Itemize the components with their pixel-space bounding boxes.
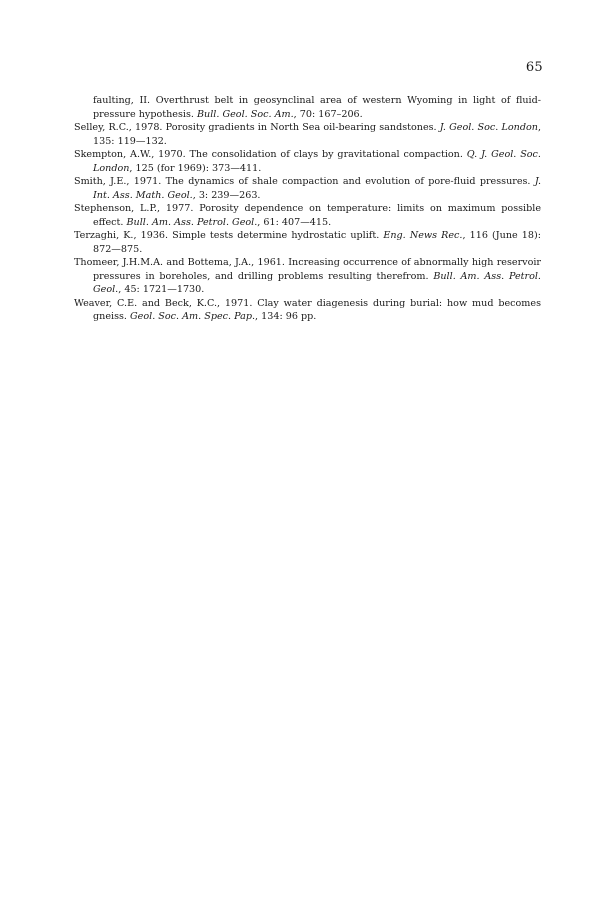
reference-entry <box>74 202 541 229</box>
reference-text: faulting, II. Overthrust belt in geosynclinal area of western Wyoming in light of fluid-pressure hypothesis. <box>93 95 541 120</box>
reference-text: Thomeer, J.H.M.A. and Bottema, J.A., 1961. Increasing occurrence of abnormally high reservoir pressures in boreholes, and drilling problems resulting therefrom. <box>74 257 541 282</box>
reference-text: Terzaghi, K., 1936. Simple tests determine hydrostatic uplift. <box>74 230 384 241</box>
reference-entry <box>74 148 541 175</box>
reference-journal: Bull. Am. Ass. Petrol. Geol. <box>126 216 258 228</box>
reference-text: Stephenson, L.P., 1977. Porosity dependence on temperature: limits on maximum possible effect. <box>74 203 541 228</box>
reference-volume-pages: , 125 (for 1969): 373—411. <box>129 162 262 174</box>
reference-entry <box>74 121 541 148</box>
reference-text: Selley, R.C., 1978. Porosity gradients in North Sea oil-bearing sandstones. <box>74 122 440 133</box>
reference-volume-pages: , 116 (June 18): 872—875. <box>93 230 541 255</box>
reference-journal: J. Geol. Soc. London <box>439 122 538 133</box>
reference-journal: J. Int. Ass. Math. Geol. <box>93 176 541 201</box>
reference-volume-pages: , 134: 96 pp. <box>255 311 317 322</box>
reference-text: Smith, J.E., 1971. The dynamics of shale compaction and evolution of pore-fluid pressures. <box>74 176 535 187</box>
reference-text: Skempton, A.W., 1970. The consolidation of clays by gravitational compaction. <box>74 149 467 160</box>
reference-entry <box>74 297 541 324</box>
reference-text: Weaver, C.E. and Beck, K.C., 1971. Clay water diagenesis during burial: how mud becomes gneiss. <box>74 297 541 322</box>
reference-journal: Q. J. Geol. Soc. London <box>93 149 541 174</box>
reference-entry <box>74 256 541 297</box>
reference-volume-pages: , 70: 167–206. <box>293 108 363 120</box>
reference-volume-pages: , 135: 119—132. <box>93 122 541 147</box>
reference-entry <box>74 94 541 121</box>
reference-journal: Bull. Am. Ass. Petrol. Geol. <box>93 270 541 295</box>
reference-volume-pages: , 45: 1721—1730. <box>118 284 205 295</box>
reference-journal: Eng. News Rec. <box>383 230 463 241</box>
reference-entry <box>74 229 541 256</box>
page-number: 65 <box>525 60 543 75</box>
reference-volume-pages: , 3: 239—263. <box>192 189 261 201</box>
reference-volume-pages: , 61: 407—415. <box>257 216 332 228</box>
reference-entry <box>74 175 541 202</box>
reference-journal: Bull. Geol. Soc. Am. <box>197 108 294 120</box>
reference-journal: Geol. Soc. Am. Spec. Pap. <box>130 311 256 322</box>
reference-list <box>74 94 541 324</box>
